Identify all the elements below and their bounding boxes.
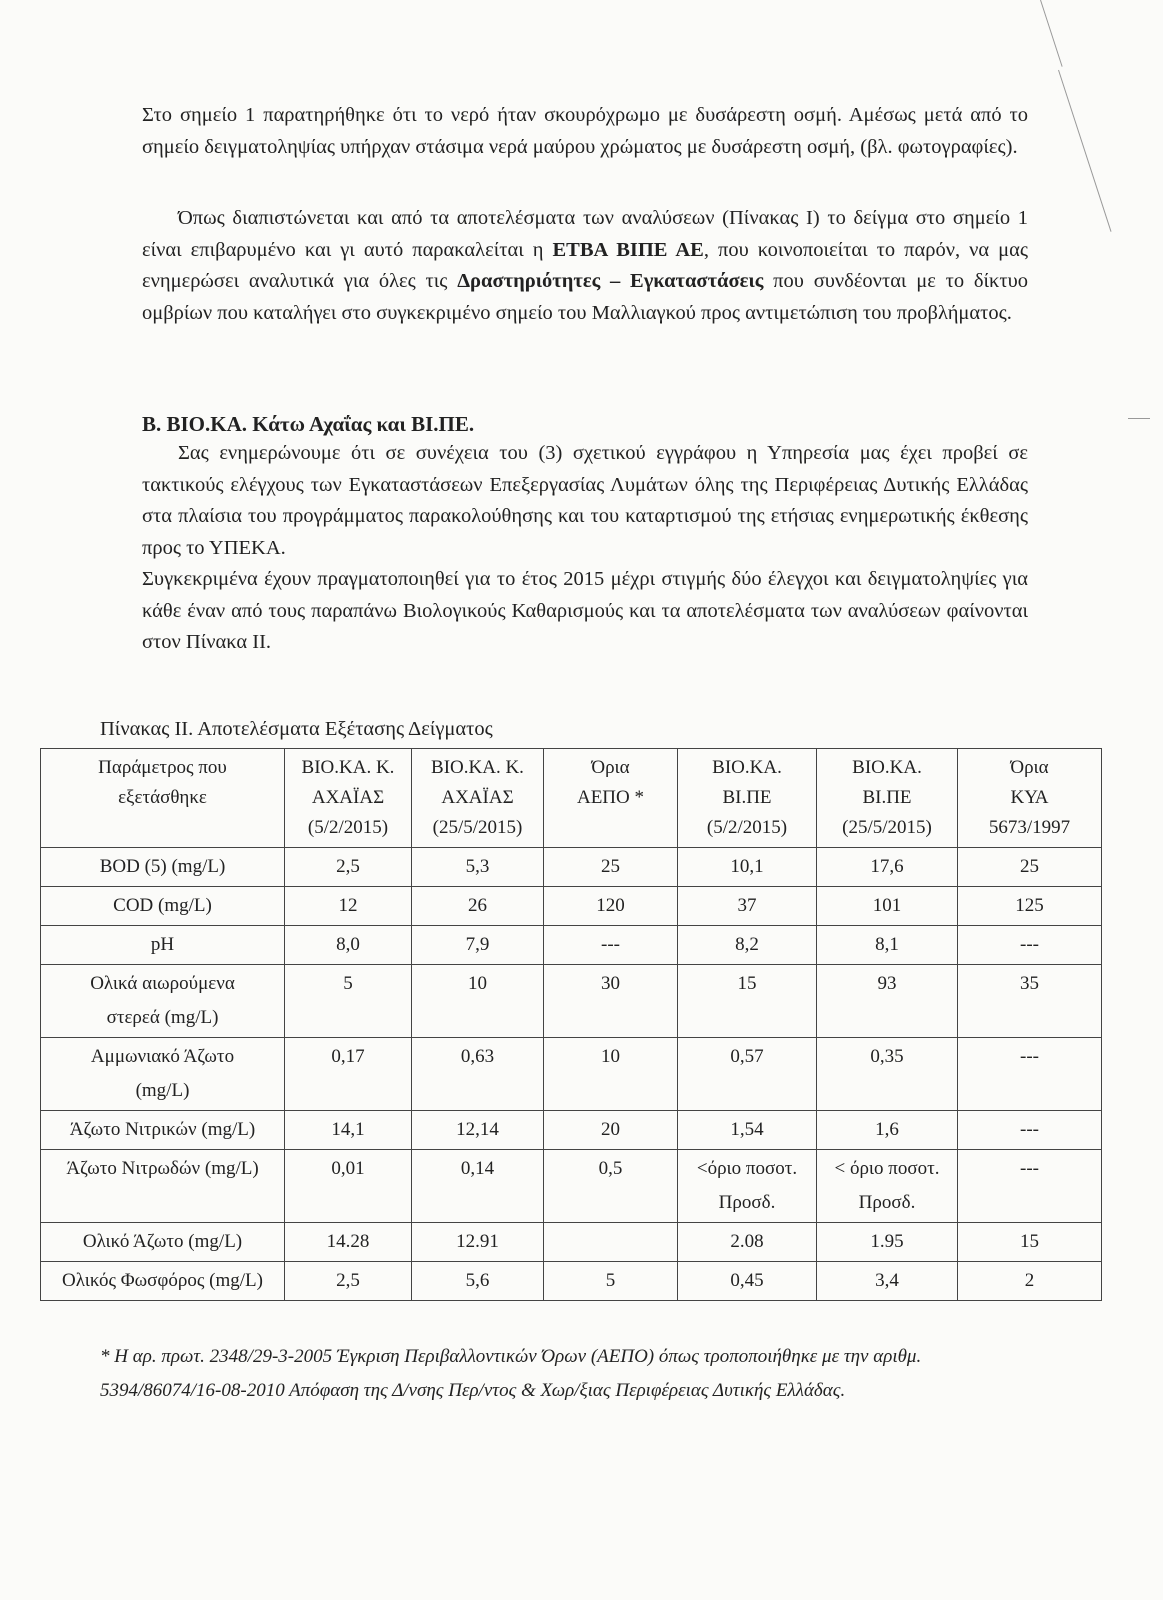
paragraph-observation: Στο σημείο 1 παρατηρήθηκε ότι το νερό ήταν σκουρόχρωμο με δυσάρεστη οσμή. Αμέσως μετά από το σημείο δειγματοληψίας υπήρχαν στάσιμα νερά μαύρου χρώματος με δυσάρεστη οσμή, (βλ. φωτογραφίες). (142, 104, 1028, 158)
header-bioka-vipe-may: ΒΙΟ.ΚΑ. ΒΙ.ΠΕ (25/5/2015) (817, 749, 958, 848)
value-cell: 0,17 (285, 1038, 412, 1111)
scan-edge-mark (1058, 70, 1112, 232)
header-bioka-achaia-may: ΒΙΟ.ΚΑ. Κ. ΑΧΑΪΑΣ (25/5/2015) (412, 749, 544, 848)
value-cell: 25 (544, 848, 678, 887)
value-cell: --- (958, 1038, 1102, 1111)
paragraph-request-text: που συνδέονται με το δίκτυο ομβρίων που καταλήγει στο συγκεκριμένο σημείο του Μαλλιαγκού προς αντιμετώπιση του προβλήματος. (142, 270, 1029, 324)
value-cell: 17,6 (817, 848, 958, 887)
value-cell: 1.95 (817, 1223, 958, 1262)
value-cell: 10,1 (678, 848, 817, 887)
value-cell: 10 (544, 1038, 678, 1111)
table-row (41, 887, 1102, 926)
value-cell: 2,5 (285, 1262, 412, 1301)
activities-installations: Δραστηριότητες – Εγκαταστάσεις (457, 270, 764, 292)
value-cell: 14.28 (285, 1223, 412, 1262)
parameter-cell: Αμμωνιακό Άζωτο (mg/L) (41, 1038, 285, 1111)
value-cell: 93 (817, 965, 958, 1038)
parameter-cell: BOD (5) (mg/L) (41, 848, 285, 887)
table-row (41, 1111, 1102, 1150)
scan-edge-mark (1128, 418, 1150, 419)
value-cell: 15 (958, 1223, 1102, 1262)
value-cell: 2,5 (285, 848, 412, 887)
header-limits-aepo: Όρια ΑΕΠΟ * (544, 749, 678, 848)
parameter-cell: Ολικό Άζωτο (mg/L) (41, 1223, 285, 1262)
value-cell: 12 (285, 887, 412, 926)
value-cell: 101 (817, 887, 958, 926)
value-cell: 10 (412, 965, 544, 1038)
value-cell: 8,2 (678, 926, 817, 965)
value-cell: 15 (678, 965, 817, 1038)
etva-vipe-name: ΕΤΒΑ ΒΙΠΕ ΑΕ (552, 238, 704, 261)
scan-edge-mark (1040, 0, 1063, 67)
value-cell: 1,6 (817, 1111, 958, 1150)
value-cell: 3,4 (817, 1262, 958, 1301)
value-cell: 8,1 (817, 926, 958, 965)
value-cell: 7,9 (412, 926, 544, 965)
value-cell: 2.08 (678, 1223, 817, 1262)
value-cell: 125 (958, 887, 1102, 926)
parameter-cell: Άζωτο Νιτρικών (mg/L) (41, 1111, 285, 1150)
value-cell: 1,54 (678, 1111, 817, 1150)
value-cell: 26 (412, 887, 544, 926)
value-cell: 14,1 (285, 1111, 412, 1150)
value-cell: 0,5 (544, 1150, 678, 1223)
parameter-cell: COD (mg/L) (41, 887, 285, 926)
value-cell: 0,63 (412, 1038, 544, 1111)
value-cell: < όριο ποσοτ. Προσδ. (817, 1150, 958, 1223)
table-row (41, 1262, 1102, 1301)
value-cell: --- (958, 926, 1102, 965)
value-cell: <όριο ποσοτ. Προσδ. (678, 1150, 817, 1223)
header-bioka-achaia-feb: ΒΙΟ.ΚΑ. Κ. ΑΧΑΪΑΣ (5/2/2015) (285, 749, 412, 848)
value-cell: --- (544, 926, 678, 965)
parameter-cell: Ολικός Φωσφόρος (mg/L) (41, 1262, 285, 1301)
parameter-cell: pH (41, 926, 285, 965)
value-cell: 0,35 (817, 1038, 958, 1111)
table-row (41, 965, 1102, 1038)
value-cell (544, 1223, 678, 1262)
value-cell: --- (958, 1150, 1102, 1223)
value-cell: 0,14 (412, 1150, 544, 1223)
header-parameter: Παράμετρος που εξετάσθηκε (41, 749, 285, 848)
value-cell: 12.91 (412, 1223, 544, 1262)
paragraph-sampling: Συγκεκριμένα έχουν πραγματοποιηθεί για το έτος 2015 μέχρι στιγμής δύο έλεγχοι και δειγματοληψίες για κάθε έναν από τους παραπάνω Βιολογικούς Καθαρισμούς και τα αποτελέσματα των αναλύσεων φαίνονται στον Πίνακα ΙΙ. (142, 568, 1028, 653)
footnote-line: * Η αρ. πρωτ. 2348/29-3-2005 Έγκριση Περιβαλλοντικών Όρων (ΑΕΠΟ) όπως τροποποιήθηκε με την αριθμ. (100, 1346, 922, 1367)
value-cell: 12,14 (412, 1111, 544, 1150)
parameter-cell: Ολικά αιωρούμενα στερεά (mg/L) (41, 965, 285, 1038)
table-row (41, 1223, 1102, 1262)
footnote-line: 5394/86074/16-08-2010 Απόφαση της Δ/νσης Περ/ντος & Χωρ/ξιας Περιφέρειας Δυτικής Ελλάδας. (100, 1380, 846, 1401)
value-cell: 5,6 (412, 1262, 544, 1301)
table-caption: Πίνακας ΙΙ. Αποτελέσματα Εξέτασης Δείγματος (100, 718, 493, 740)
paragraph-request (142, 203, 1028, 329)
parameter-cell: Άζωτο Νιτρωδών (mg/L) (41, 1150, 285, 1223)
value-cell: 25 (958, 848, 1102, 887)
table-row (41, 848, 1102, 887)
value-cell: 5 (285, 965, 412, 1038)
value-cell: 5,3 (412, 848, 544, 887)
value-cell: 0,01 (285, 1150, 412, 1223)
section-heading-b: Β. ΒΙΟ.ΚΑ. Κάτω Αχαΐας και ΒΙ.ΠΕ. (142, 412, 475, 436)
value-cell: 30 (544, 965, 678, 1038)
value-cell: 37 (678, 887, 817, 926)
paragraph-request-text: Όπως διαπιστώνεται και από τα αποτελέσματα των αναλύσεων (Πίνακας Ι) το δείγμα στο σημείο 1 είναι επιβαρυμένο και γι αυτό παρακαλείται η (142, 207, 1028, 261)
table-row (41, 926, 1102, 965)
value-cell: 5 (544, 1262, 678, 1301)
paragraph-inspections: Σας ενημερώνουμε ότι σε συνέχεια του (3) σχετικού εγγράφου η Υπηρεσία μας έχει προβεί σε τακτικούς ελέγχους των Εγκαταστάσεων Επεξεργασίας Λυμάτων όλης της Περιφέρειας Δυτικής Ελλάδας στα πλαίσια του προγράμματος παρακολούθησης και του καταρτισμού της ετήσιας ενημερωτικής έκθεσης προς το ΥΠΕΚΑ. (142, 442, 1028, 559)
table-header-row (41, 749, 1102, 848)
footnote (100, 1340, 1060, 1408)
header-bioka-vipe-feb: ΒΙΟ.ΚΑ. ΒΙ.ΠΕ (5/2/2015) (678, 749, 817, 848)
value-cell: 0,57 (678, 1038, 817, 1111)
table-row (41, 1038, 1102, 1111)
value-cell: --- (958, 1111, 1102, 1150)
value-cell: 0,45 (678, 1262, 817, 1301)
header-limits-kya: Όρια ΚΥΑ 5673/1997 (958, 749, 1102, 848)
value-cell: 35 (958, 965, 1102, 1038)
results-table (40, 748, 1102, 1301)
table-row (41, 1150, 1102, 1223)
value-cell: 8,0 (285, 926, 412, 965)
paragraph-request-text: , που κοινοποιείται το παρόν, να μας ενημερώσει αναλυτικά για όλες τις (142, 238, 1028, 292)
value-cell: 20 (544, 1111, 678, 1150)
value-cell: 120 (544, 887, 678, 926)
value-cell: 2 (958, 1262, 1102, 1301)
